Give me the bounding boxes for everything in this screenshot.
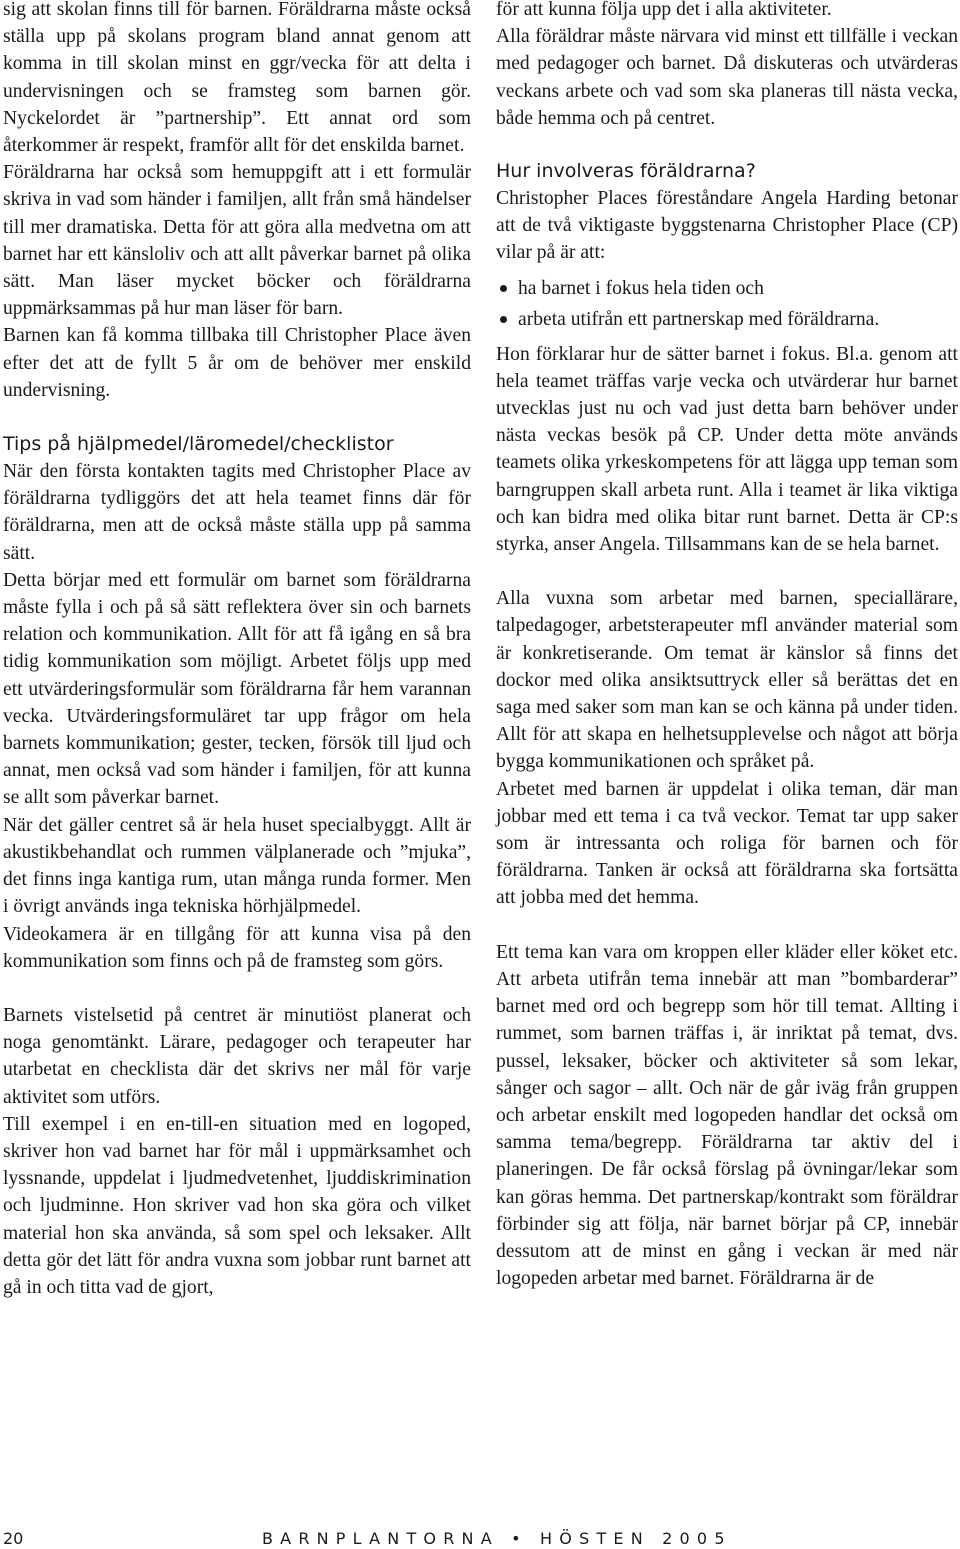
paragraph: Alla vuxna som arbetar med barnen, speciallärare, talpedagoger, arbetsterapeuter mfl använder material som är konkretiserande. Om temat är känslor så finns det dockor med olika ansiktsuttryck eller så berättas det en saga med saker som man kan se och känna på under tiden. Allt för att skapa en helhetsupplevelse och något att börja bygga kommunikationen och språket på. <box>496 588 958 773</box>
paragraph: Christopher Places föreståndare Angela Harding betonar att de två viktigaste byggstenarna Christopher Place (CP) vilar på är att: <box>496 188 958 264</box>
magazine-issue-label: BARNPLANTORNA • HÖSTEN 2005 <box>262 1529 732 1548</box>
right-column <box>496 0 958 1292</box>
paragraph: Hon förklarar hur de sätter barnet i fokus. Bl.a. genom att hela teamet träffas varje vecka och utvärderar hur barnet utvecklas just nu och vad just detta barn behöver under nästa veckas besök på CP. Under detta möte används teamets olika yrkeskompetens för att lägga upp teman som barngruppen skall arbeta runt. Alla i teamet är lika viktiga och kan bidra med olika bitar runt barnet. Detta är CP:s styrka, anser Angela. Tillsammans kan de se hela barnet. <box>496 343 958 556</box>
paragraph: Föräldrarna har också som hemuppgift att i ett formulär skriva in vad som händer i familjen, allt från små händelser till mer dramatiska. Detta för att göra alla medvetna om att barnet har ett känsloliv och att allt påverkar barnet på olika sätt. Man läser mycket böcker och föräldrarna uppmärksammas på hur man läser för barn. <box>3 162 471 320</box>
paragraph: Alla föräldrar måste närvara vid minst ett tillfälle i veckan med pedagoger och barnet. Då diskuteras och utvärderas veckans arbete och vad som ska planeras till nästa vecka, både hemma och på centret. <box>496 26 958 129</box>
paragraph: Till exempel i en en-till-en situation med en logoped, skriver hon vad barnet har för mål i uppmärksamhet och lyssnande, uppdelat i ljudmedvetenhet, ljuddiskrimination och ljudminne. Hon skriver vad hon ska göra och vilket material hon ska använda, så som spel och leksaker. Allt detta gör det lätt för andra vuxna som jobbar runt barnet att gå in och titta vad de gjort, <box>3 1113 471 1298</box>
page-footer <box>0 1529 960 1549</box>
bullet-list <box>496 273 958 335</box>
paragraph: Barnets vistelsetid på centret är minutiöst planerat och noga genomtänkt. Lärare, pedagoger och terapeuter har utarbetat en checklista där det skrivs ner mål för varje aktivitet som utförs. <box>3 1004 471 1108</box>
paragraph: Videokamera är en tillgång för att kunna visa på den kommunikation som finns och på de framsteg som görs. <box>3 923 471 972</box>
paragraph: Barnen kan få komma tillbaka till Christopher Place även efter det att de fyllt 5 år om de behöver mer enskild undervisning. <box>3 325 471 401</box>
list-item: ha barnet i fokus hela tiden och <box>496 273 958 304</box>
paragraph: När den första kontakten tagits med Christopher Place av föräldrarna tydliggörs det att hela teamet finns där för föräldrarna, men att de också måste ställa upp på samma sätt. <box>3 461 471 564</box>
paragraph: Arbetet med barnen är uppdelat i olika teman, där man jobbar med ett tema i ca två veckor. Temat tar upp saker som är intressanta och roliga för barnen och för föräldrarna. Tanken är också att föräldrarna ska fortsätta att jobba med det hemma. <box>496 778 958 909</box>
list-item: arbeta utifrån ett partnerskap med föräldrarna. <box>496 304 958 335</box>
left-column <box>3 0 471 1301</box>
paragraph: för att kunna följa upp det i alla aktiviteter. <box>496 0 832 20</box>
section-heading-parents: Hur involveras föräldrarna? <box>496 160 756 183</box>
section-heading-tips: Tips på hjälpmedel/läromedel/checklistor <box>3 433 394 456</box>
page-number: 20 <box>3 1529 24 1548</box>
paragraph: När det gäller centret så är hela huset specialbyggt. Allt är akustikbehandlat och rummen välplanerade och ”mjuka”, det finns inga kantiga rum, utan många runda former. Men i övrigt används inga tekniska hörhjälpmedel. <box>3 814 471 918</box>
paragraph: Detta börjar med ett formulär om barnet som föräldrarna måste fylla i och på så sätt reflektera över sin och barnets relation och kommunikation. Allt för att få igång en så bra tidig kommunikation som möjligt. Arbetet följs upp med ett utvärderingsformulär som föräldrarna får hem varannan vecka. Utvärderingsformuläret tar upp frågor om hela barnets kommunikation; gester, tecken, försök till ljud och annat, men också vad som händer i familjen, för att kunna se allt som påverkar barnet. <box>3 569 471 809</box>
paragraph: Ett tema kan vara om kroppen eller kläder eller köket etc. Att arbeta utifrån tema innebär att man ”bombarderar” barnet med ord och begrepp som hör till temat. Allting i rummet, som barnen träffas i, är inriktat på temat, dvs. pussel, leksaker, böcker och aktiviteter så som lekar, sånger och sagor – allt. Och när de går iväg från gruppen och arbetar enskilt med logopeden handlar det också om samma tema/begrepp. Föräldrarna tar aktiv del i planeringen. De får också förslag på övningar/lekar som kan göras hemma. Det partnerskap/kontrakt som föräldrar förbinder sig att följa, när barnet börjar på CP, innebär dessutom att de minst en gång i veckan är med när logopeden arbetar med barnet. Föräldrarna är de <box>496 941 958 1290</box>
paragraph: sig att skolan finns till för barnen. Föräldrarna måste också ställa upp på skolans program bland annat genom att komma in till skolan minst en ggr/vecka för att delta i undervisningen och se framsteg som barnen gör. Nyckelordet är ”partnership”. Ett annat ord som återkommer är respekt, framför allt för det enskilda barnet. <box>3 0 471 157</box>
